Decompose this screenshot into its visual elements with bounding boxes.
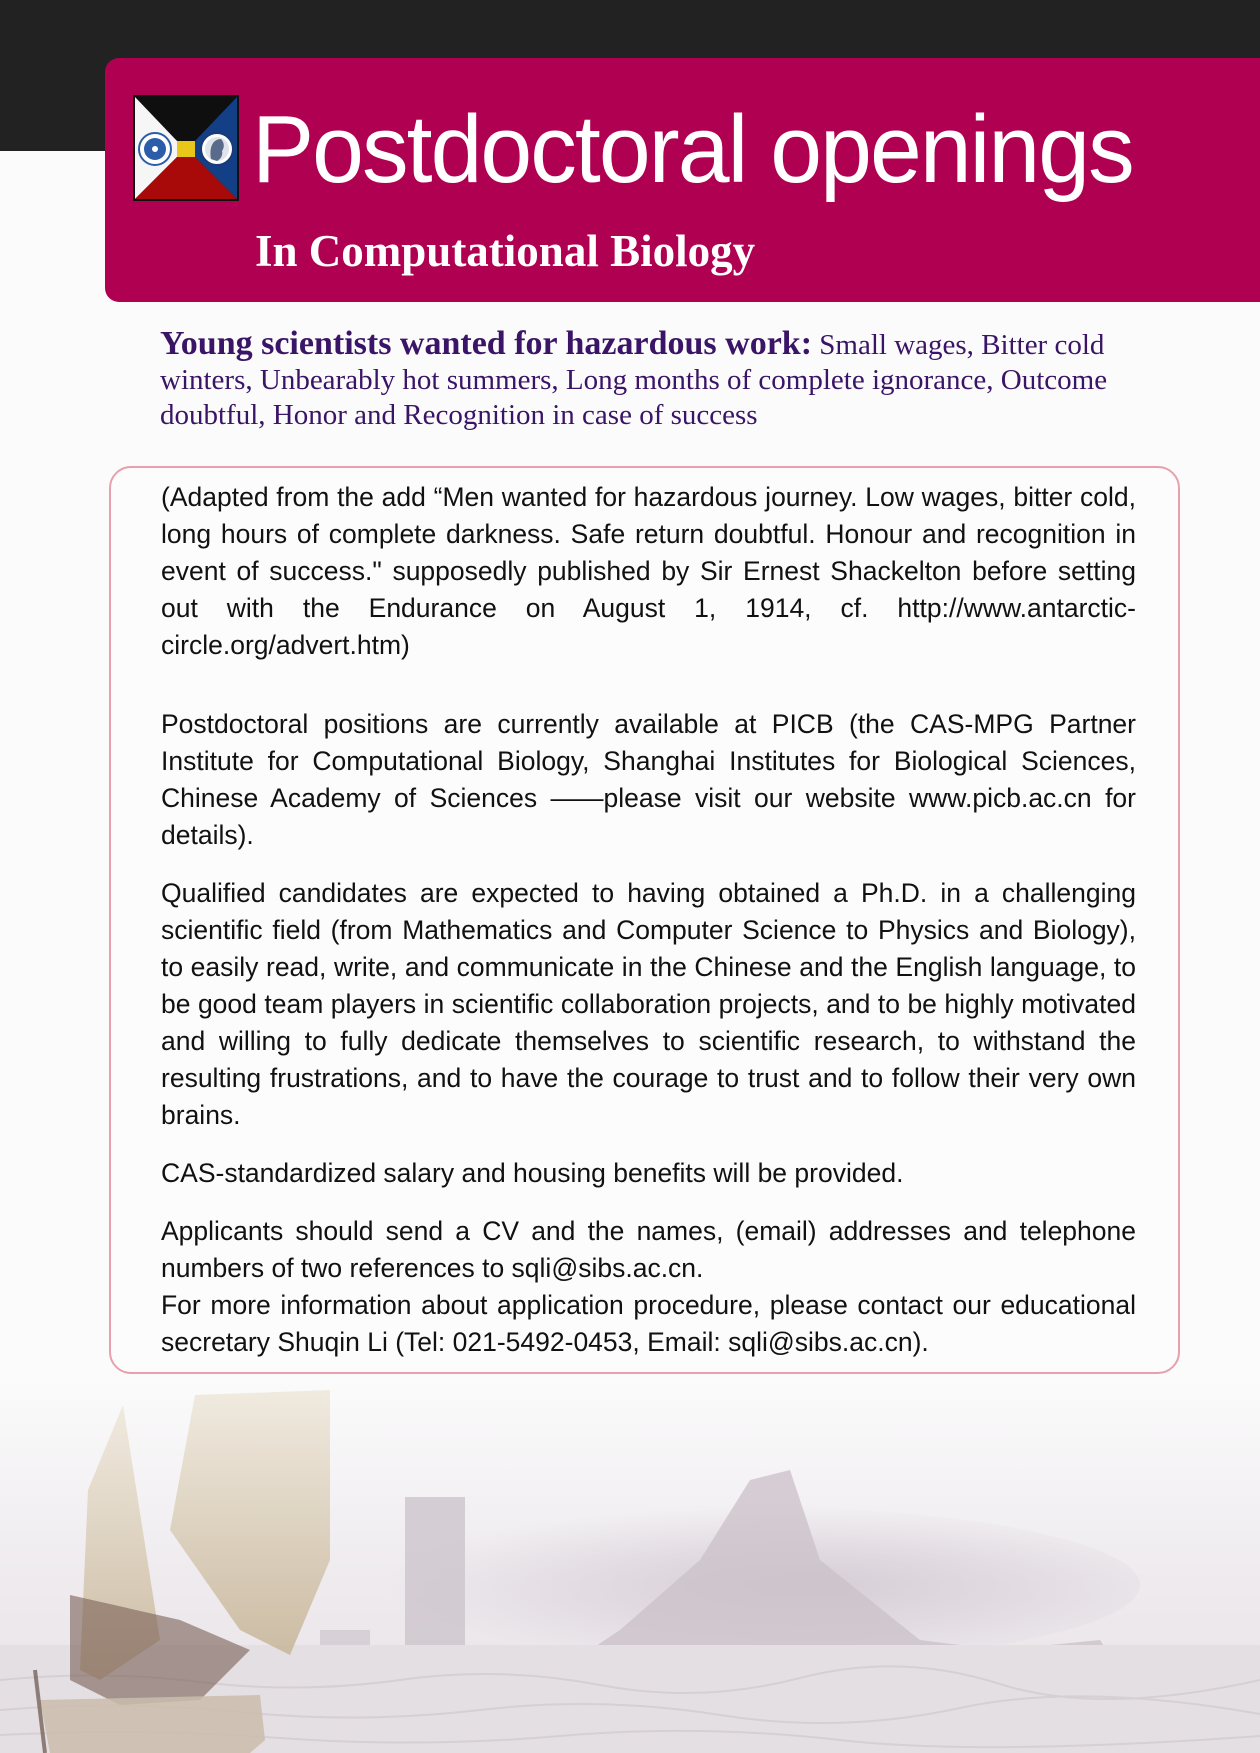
tagline [160,326,1150,433]
adapted-note: (Adapted from the add “Men wanted for hazardous journey. Low wages, bitter cold, long hours of complete darkness. Safe return doubtful. Honour and recognition in event of success." supposedly published by Sir Ernest Shackelton before setting out with the Endurance on August 1, 1914, cf. http://www.antarctic-circle.org/advert.htm) [161,482,1136,660]
institute-emblem-icon [133,95,239,201]
tagline-rest: Small wages, Bitter cold winters, Unbearably hot summers, Long months of complete ignorance, Outcome doubtful, Honor and Recognition in case of success [160,329,1108,431]
page-title: Postdoctoral openings [252,96,1133,203]
sailboat-scene-icon [0,1380,1260,1753]
positions-paragraph: Postdoctoral positions are currently available at PICB (the CAS-MPG Partner Institute for Computational Biology, Shanghai Institutes for Biological Sciences, Chinese Academy of Sciences ——please visit our website www.picb.ac.cn for details). [161,709,1136,850]
contact-information: For more information about application procedure, please contact our educational secretary Shuqin Li (Tel: 021-5492-0453, Email: sqli@sibs.ac.cn). [161,1290,1136,1357]
application-paragraph [161,1213,1136,1361]
salary-paragraph: CAS-standardized salary and housing benefits will be provided. [161,1158,904,1188]
application-instructions: Applicants should send a CV and the names, (email) addresses and telephone numbers of two references to sqli@sibs.ac.cn. [161,1216,1136,1283]
tagline-lead: Young scientists wanted for hazardous work: [160,325,813,362]
qualifications-paragraph: Qualified candidates are expected to having obtained a Ph.D. in a challenging scientific field (from Mathematics and Computer Science to Physics and Biology), to easily read, write, and communicate in the Chinese and the English language, to be good team players in scientific collaboration projects, and to be highly motivated and willing to fully dedicate themselves to scientific research, to withstand the resulting frustrations, and to have the courage to trust and to follow their very own brains. [161,878,1136,1130]
page-subtitle: In Computational Biology [255,226,756,276]
